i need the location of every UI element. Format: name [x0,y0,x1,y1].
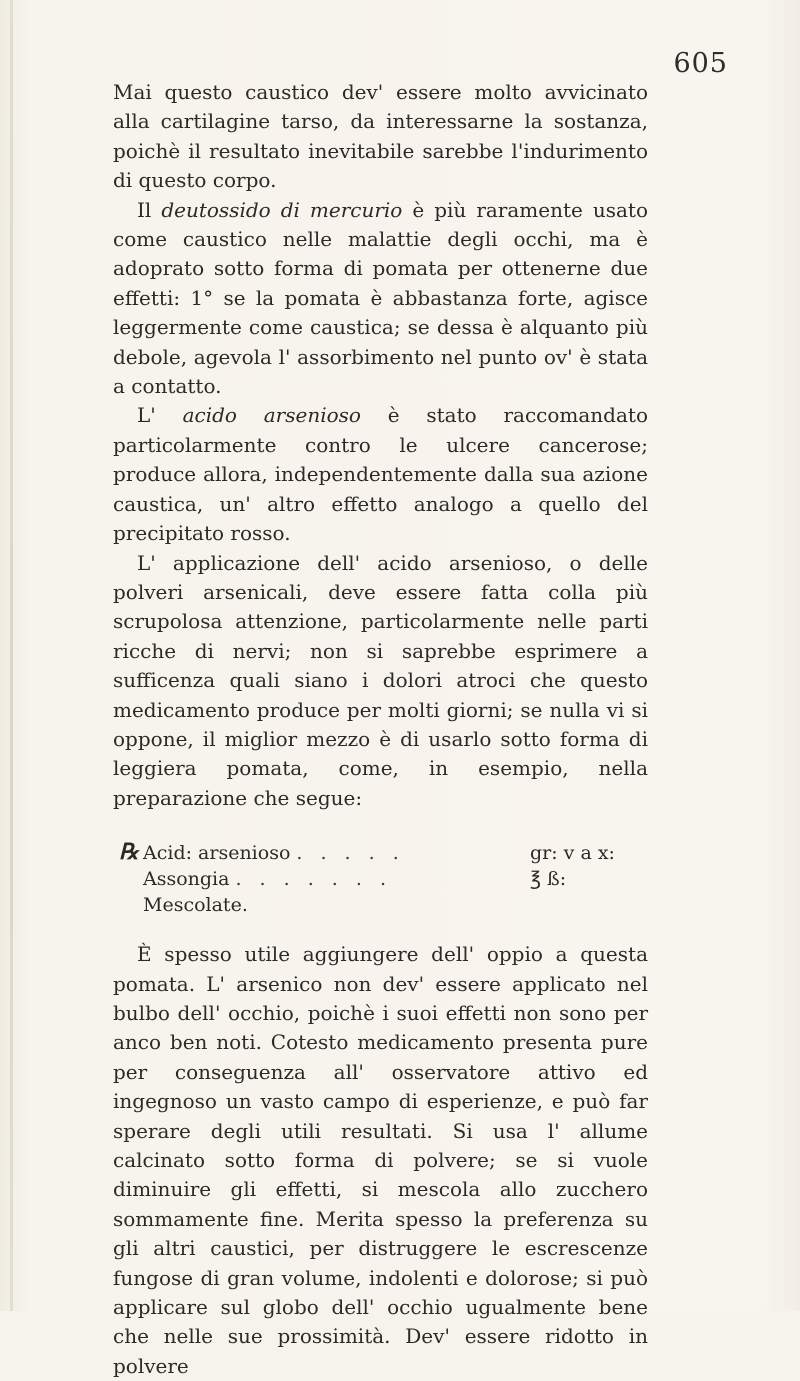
recipe-row [119,839,648,866]
text-body [113,78,648,1381]
recipe-quantity: ℥ ß: [530,868,567,891]
paragraph-text: è più raramente usato come caustico nelle malattie degli occhi, ma è adoprato sotto forma di pomata per ottenerne due effetti: 1° se la pomata è abbastanza forte, agisce leggermente come caustica; se dessa è alquanto più debole, agevola l' assorbimento nel punto ov' è stata a contatto. [113,197,648,399]
italic-term: acido arsenioso [182,403,361,428]
recipe-ingredient: Assongia [143,868,230,891]
recipe-instruction: Mescolate. [143,894,248,917]
recipe-symbol: ℞ [119,839,139,866]
paragraph [113,196,648,402]
paragraph-text: L' applicazione dell' acido arsenioso, o delle polveri arsenicali, deve essere fatta colla più scrupolosa attenzione, particolarmente nelle parti ricche di nervi; non si saprebbe esprimere a sufficenza quali siano i dolori atroci che questo medicamento produce per molti giorni; se nulla vi si oppone, il miglior mezzo è di usarlo sotto forma di leggiera pomata, come, in esempio, nella preparazione che segue: [113,550,648,810]
recipe-ingredient: Acid: arsenioso [143,842,291,865]
recipe-quantity: gr: v a x: [530,842,615,865]
paragraph-text: L' [137,403,183,428]
paragraph-text: è stato raccomandato particolarmente contro le ulcere cancerose; produce allora, independentemente dalla sua azione caustica, un' altro effetto analogo a quello del precipitato rosso. [113,403,648,546]
paragraph-text: È spesso utile aggiungere dell' oppio a questa pomata. L' arsenico non dev' essere applicato nel bulbo dell' occhio, poichè i suoi effetti non sono per anco ben noti. Cotesto medicamento presenta pure per conseguenza all' osservatore attivo ed ingegnoso un vasto campo di esperienze, e può far sperare degli utili resultati. Si usa l' allume calcinato sotto forma di polvere; se si vuole diminuire gli effetti, si mescola allo zucchero sommamente fine. Merita spesso la preferenza su gli altri caustici, per distruggere le escrescenze fungose di gran volume, indolenti e dolorose; si può applicare sul globo dell' occhio ugualmente bene che nelle sue prossimità. Dev' essere ridotto in polvere [113,942,648,1378]
paragraph-text: Mai questo caustico dev' essere molto avvicinato alla cartilagine tarso, da interessarne la sostanza, poichè il resultato inevitabile sarebbe l'indurimento di questo corpo. [113,80,648,193]
paragraph [113,940,648,1381]
recipe-block [119,839,648,918]
recipe-leader-dots: . . . . . . . [235,868,392,891]
paragraph [113,549,648,814]
paragraph [113,78,648,196]
recipe-leader-dots: . . . . . [296,842,405,865]
paragraph [113,401,648,548]
paragraph-text: Il [137,197,162,222]
recipe-row [119,866,648,892]
page-binding-edge [10,0,13,1311]
italic-term: deutossido di mercurio [161,197,403,222]
page-number: 605 [673,48,728,79]
